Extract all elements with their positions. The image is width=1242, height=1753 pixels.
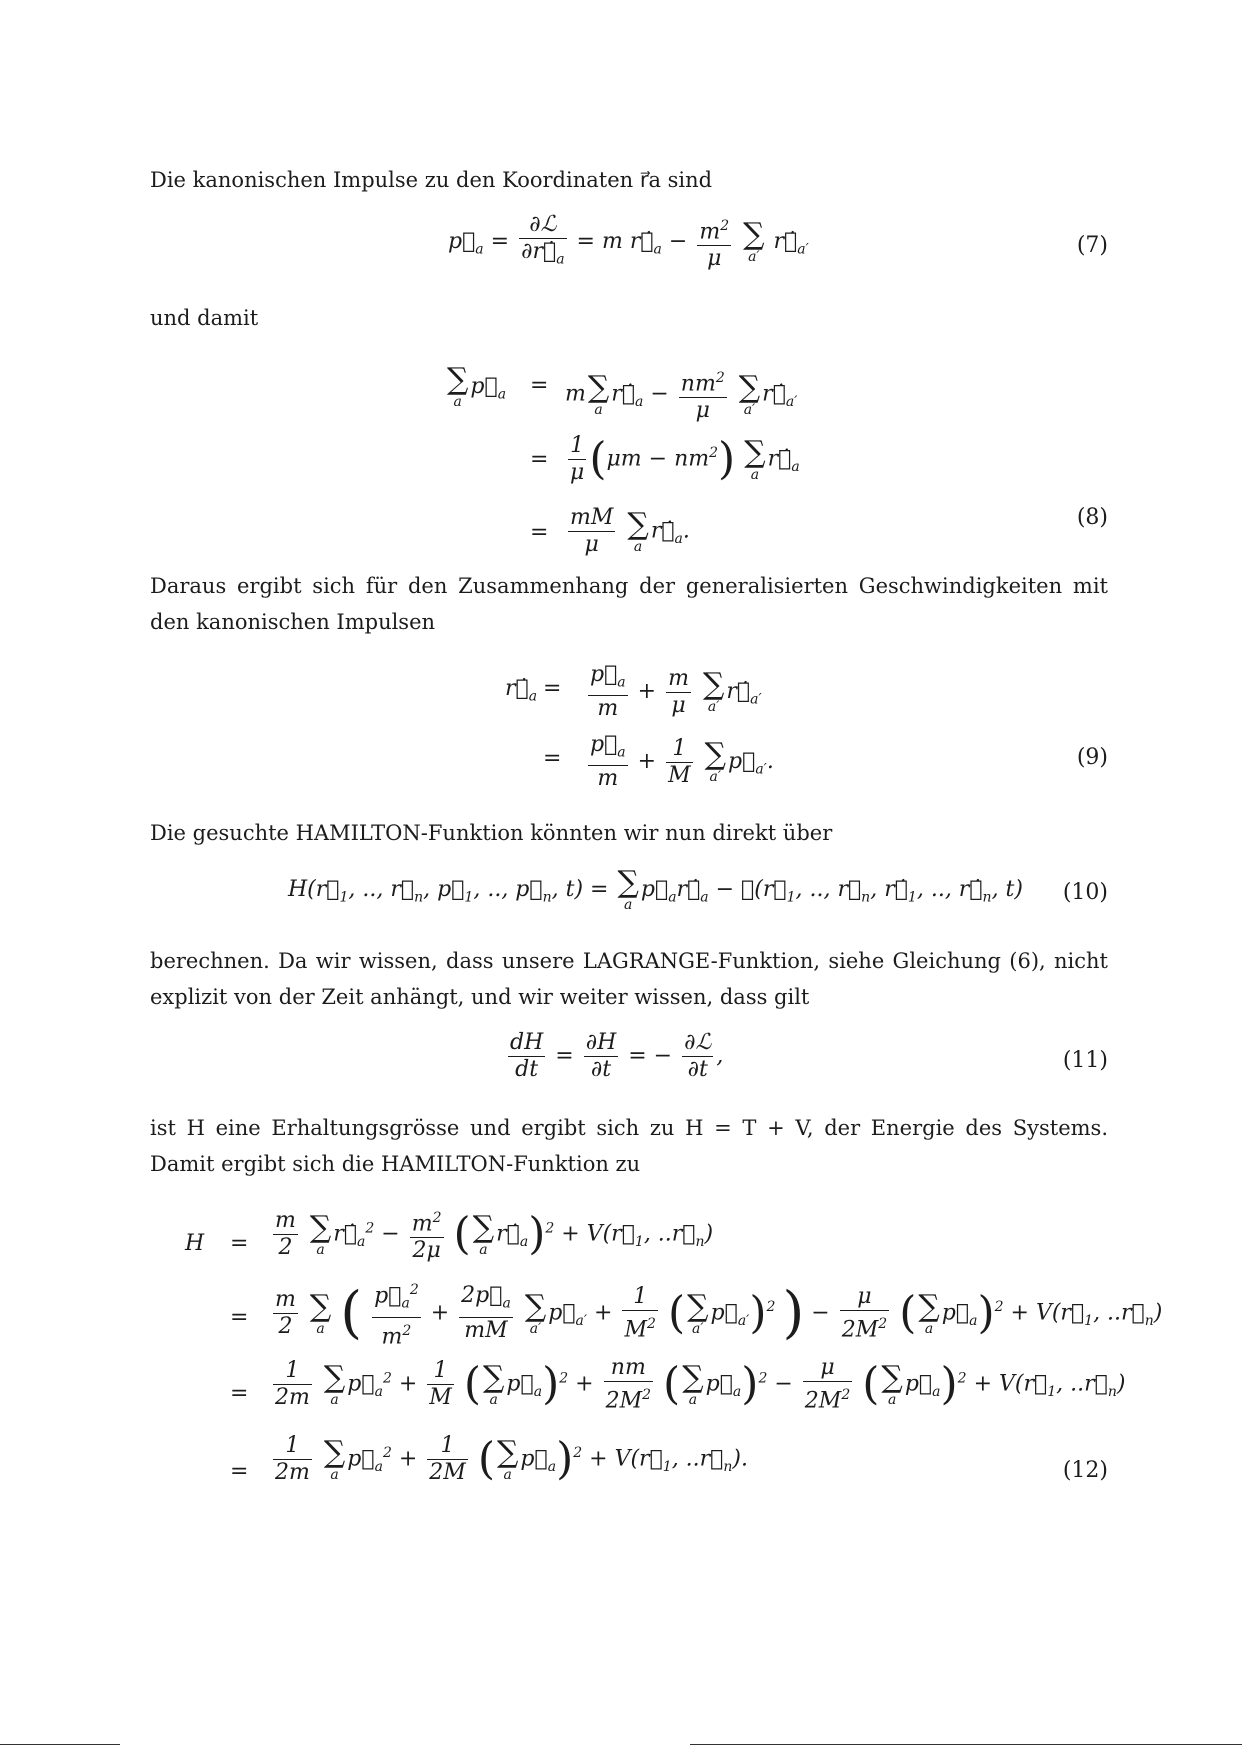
equation-number-11: (11) xyxy=(1062,1048,1108,1073)
scan-edge-left xyxy=(0,1744,120,1745)
paragraph-1: Die kanonischen Impulse zu den Koordinaten r⃗a sind xyxy=(150,168,713,192)
paragraph-2: und damit xyxy=(150,306,259,330)
paragraph-6: ist H eine Erhaltungsgrösse und ergibt sich zu H = T + V, der Energie des Systems. Damit ergibt sich die HAMILTON-Funktion zu xyxy=(150,1116,1108,1176)
equation-number-10: (10) xyxy=(1062,880,1108,905)
scan-edge-right xyxy=(690,1744,1242,1745)
equation-7-render: $p⃗_a$ = $\frac{\text{∂ℒ}}{\partial r⃗̇_a}$ = m $r⃗̇_a$ − $\frac{m^2}{\mu}$ ∑ a′ $r⃗̇_{a'}$ xyxy=(448,212,809,271)
equation-10: $H(r⃗_1$, .., $r⃗_n$, $p⃗_1$, .., $p⃗_n$, t) = ∑ a $p⃗_ar⃗̇_a$ − $ℒ(r⃗_1$, .., $r⃗_n$, $r⃗̇_1$, .., $r⃗̇_n$, t) xyxy=(288,865,1023,913)
equation-number-12: (12) xyxy=(1062,1458,1108,1483)
equation-number-8: (8) xyxy=(1076,505,1108,530)
equation-9: $r⃗̇_a$ = $\frac{p⃗_a}{m}$ + $\frac{m}{\mu}$ ∑ a′ $r⃗̇_{a'}$ = $\frac{p⃗_a}{m}$ + $\frac{1}{M}$ ∑ a′ $p⃗_{a'}$. xyxy=(505,662,774,792)
paragraph-5: berechnen. Da wir wissen, dass unsere LAGRANGE-Funktion, siehe Gleichung (6), nicht explizit von der Zeit anhängt, und wir weiter wissen, dass gilt xyxy=(150,949,1108,1009)
equation-number-7: (7) xyxy=(1076,233,1108,258)
equation-number-9: (9) xyxy=(1076,745,1108,770)
equation-12: H = $\frac{m}{2}$ ∑ a $r⃗̇_a^2$ − $\frac{m^2}{2\mu}$ ( ∑ a $r⃗̇_a)^2$ + $V(r⃗_1$, $..r⃗_n$) = $\frac{m}{2}$ ∑ a ( $\frac{p⃗_a^2}{m^2}$ + $\frac{2p⃗_a}{mM}$ ∑ a′ $p⃗_{a'}$ + $\frac{1}{M^2}$ ( ∑ a′ $p⃗_{a'})^2$ ) − $\frac{\mu}{2M^2}$ ( ∑ a $p⃗_a)^2$ + $V(r⃗_1$, $..r⃗_n$) = $\frac{1}{2m}$ ∑ a $p⃗_a^2$ + $\frac{1}{M}$ ( ∑ a $p⃗_a)^2$ + $\frac{nm}{2M^2}$ ( ∑ a $p⃗_a)^2$ − $\frac{\mu}{2M^2}$ ( ∑ a $p⃗_a)^2$ + $V(r⃗_1$, $..r⃗_n$) = $\frac{1}{2m}$ ∑ a $p⃗_a^2$ + $\frac{1}{2M}$ ( ∑ a $p⃗_a)^2$ + $V(r⃗_1$, $..r⃗_n$). xyxy=(185,1205,1115,1525)
equation-11: $\frac{dH}{dt}$ = $\frac{\partial H}{\partial t}$ = − $\frac{\text{∂ℒ}}{\partial t}$ , xyxy=(510,1030,724,1082)
paragraph-4: Die gesuchte HAMILTON-Funktion könnten wir nun direkt über xyxy=(150,821,833,845)
paragraph-3: Daraus ergibt sich für den Zusammenhang der generalisierten Geschwindigkeiten mit den kanonischen Impulsen xyxy=(150,574,1108,634)
equation-8: ∑ a $p⃗_a$ = m ∑ a $r⃗̇_a$ − $\frac{nm^2}{\mu}$ ∑ a′ $r⃗̇_{a'}$ = $\frac{1}{\mu}$ $(\mu m - nm^2)$ ∑ a $r⃗̇_a$ = $\frac{mM}{\mu}$ ∑ a $r⃗̇_a$. xyxy=(447,362,800,557)
